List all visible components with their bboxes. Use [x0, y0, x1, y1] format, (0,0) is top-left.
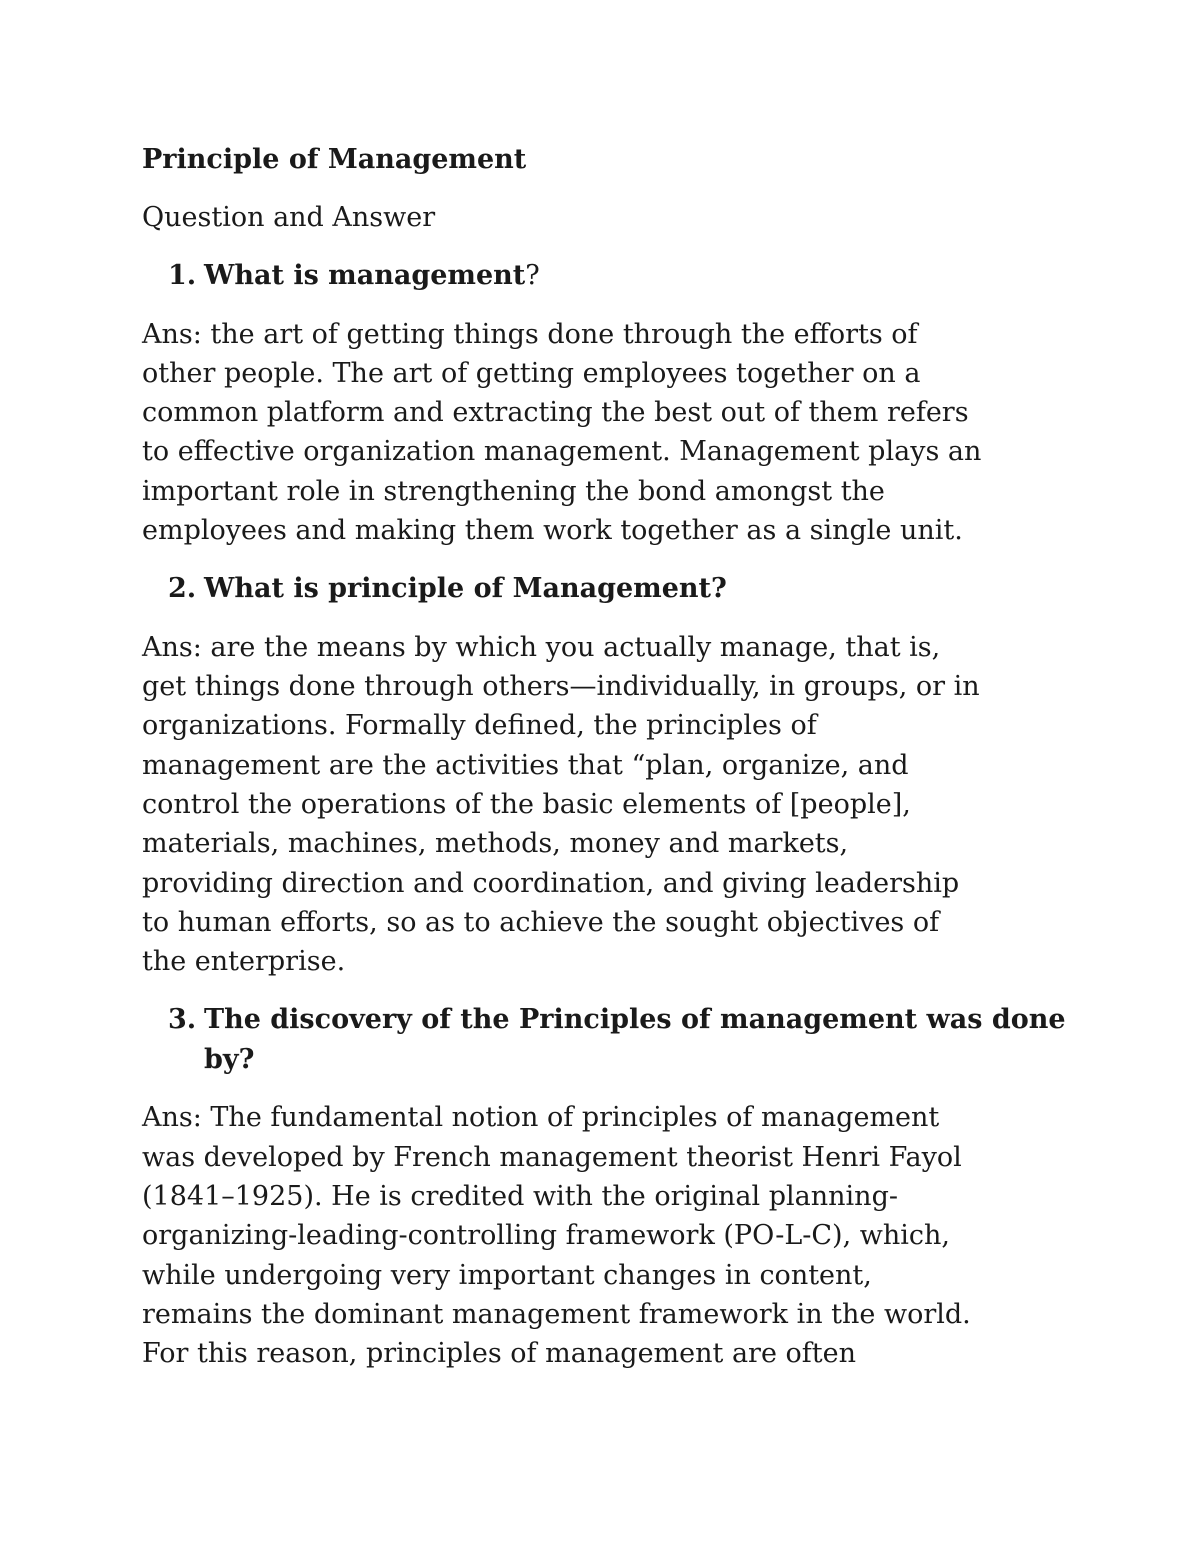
- answer-line: to human efforts, so as to achieve the sought objectives of: [142, 906, 940, 938]
- document-subtitle: Question and Answer: [142, 202, 436, 233]
- answer-1: [142, 315, 1072, 551]
- question-number: 1.: [168, 260, 197, 291]
- answer-line: while undergoing very important changes in content,: [142, 1259, 872, 1291]
- question-number: 2.: [168, 573, 197, 605]
- answer-line: providing direction and coordination, and giving leadership: [142, 867, 960, 899]
- question-2: [142, 569, 1072, 609]
- document-title: Principle of Management: [142, 144, 527, 175]
- answer-line: the enterprise.: [142, 946, 346, 978]
- question-text: [204, 1000, 1072, 1079]
- answer-line: control the operations of the basic elements of [people],: [142, 788, 911, 820]
- question-number: 3.: [168, 1004, 197, 1036]
- question-bold-text: What is management: [204, 260, 526, 291]
- answer-line: organizations. Formally defined, the principles of: [142, 710, 817, 742]
- answer-line: important role in strengthening the bond amongst the: [142, 475, 885, 507]
- answer-line: to effective organization management. Management plays an: [142, 436, 982, 468]
- question-1: [142, 256, 1072, 296]
- answer-line: materials, machines, methods, money and markets,: [142, 828, 849, 860]
- answer-line: Ans: are the means by which you actually manage, that is,: [142, 631, 941, 663]
- question-tail-text: ?: [525, 260, 540, 291]
- answer-line: Ans: The fundamental notion of principles of management: [142, 1102, 940, 1134]
- answer-line: employees and making them work together as a single unit.: [142, 514, 963, 546]
- answer-line: was developed by French management theorist Henri Fayol: [142, 1141, 962, 1173]
- answer-line: management are the activities that “plan, organize, and: [142, 749, 909, 781]
- question-bold-text: The discovery of the Principles of management was done by?: [204, 1004, 1066, 1075]
- answer-line: other people. The art of getting employees together on a: [142, 357, 921, 389]
- answer-line: get things done through others—individually, in groups, or in: [142, 671, 980, 703]
- answer-line: (1841–1925). He is credited with the original planning-: [142, 1181, 898, 1213]
- answer-line: organizing-leading-controlling framework (PO-L-C), which,: [142, 1220, 950, 1252]
- question-3: [142, 1000, 1072, 1079]
- question-text: [204, 569, 1072, 609]
- document-page: [142, 140, 1072, 1393]
- answer-3: [142, 1098, 1072, 1373]
- answer-line: Ans: the art of getting things done through the efforts of: [142, 318, 918, 350]
- question-text: [204, 256, 1072, 296]
- answer-line: common platform and extracting the best out of them refers: [142, 397, 969, 429]
- answer-2: [142, 628, 1072, 982]
- answer-line: For this reason, principles of management are often: [142, 1338, 856, 1370]
- answer-line: remains the dominant management framework in the world.: [142, 1298, 971, 1330]
- question-bold-text: What is principle of Management?: [204, 573, 727, 605]
